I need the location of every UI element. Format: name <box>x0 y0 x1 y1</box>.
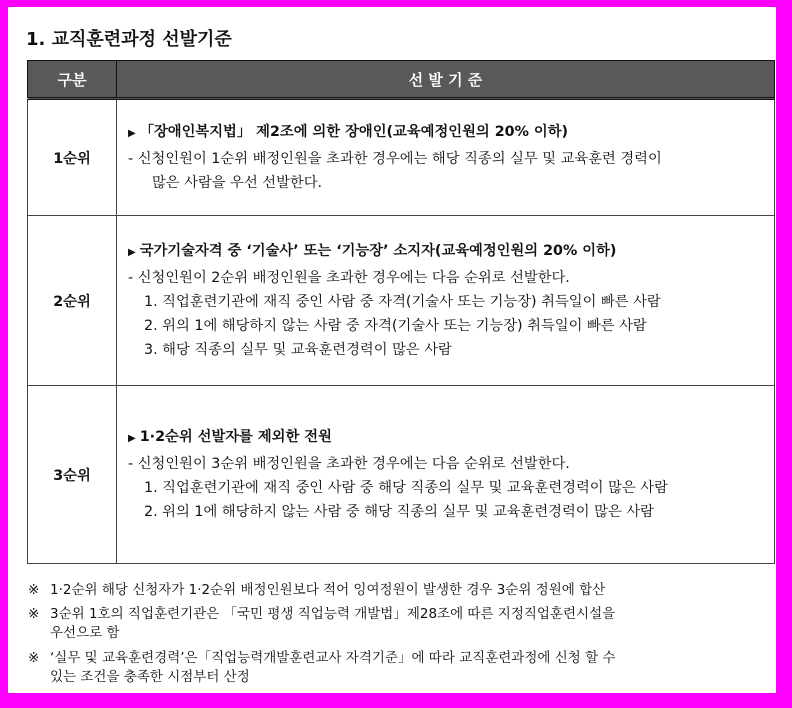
criteria-cell <box>117 99 775 216</box>
reference-mark: ※ <box>28 582 40 598</box>
criteria-line: - 신청인원이 1순위 배정인원을 초과한 경우에는 해당 직종의 실무 및 교육훈련 경력이 <box>128 150 662 167</box>
footnote-continuation: 있는 조건을 충족한 시점부터 산정 <box>50 669 250 685</box>
criteria-line: 3. 해당 직종의 실무 및 교육훈련경력이 많은 사람 <box>144 341 452 358</box>
footnote <box>28 605 615 624</box>
triangle-bullet-icon: ▶ <box>128 127 136 139</box>
criteria-cell <box>117 386 775 564</box>
selection-criteria-table <box>27 60 775 564</box>
criteria-line: 많은 사람을 우선 선발한다. <box>152 174 323 191</box>
rank-label: 2순위 <box>28 216 117 386</box>
criteria-line: 2. 위의 1에 해당하지 않는 사람 중 해당 직종의 실무 및 교육훈련경력이 많은 사람 <box>144 503 654 520</box>
table-header-row <box>28 61 775 99</box>
reference-mark: ※ <box>28 606 40 622</box>
section-heading: 1. 교직훈련과정 선발기준 <box>26 29 232 50</box>
header-criteria: 선 발 기 준 <box>117 61 775 99</box>
footnote-text: 1·2순위 해당 신청자가 1·2순위 배정인원보다 적어 잉여정원이 발생한 경우 3순위 정원에 합산 <box>50 582 606 598</box>
document-page <box>8 7 776 693</box>
reference-mark: ※ <box>28 650 40 666</box>
rank-label: 1순위 <box>28 99 117 216</box>
rank-label: 3순위 <box>28 386 117 564</box>
triangle-bullet-icon: ▶ <box>128 432 136 444</box>
footnote-text: 3순위 1호의 직업훈련기관은 「국민 평생 직업능력 개발법」제28조에 따른 지정직업훈련시설을 <box>50 606 616 622</box>
criteria-line: - 신청인원이 2순위 배정인원을 초과한 경우에는 다음 순위로 선발한다. <box>128 269 570 286</box>
table-row <box>28 216 775 386</box>
triangle-bullet-icon: ▶ <box>128 246 136 258</box>
criteria-title: ▶ 「장애인복지법」 제2조에 의한 장애인(교육예정인원의 20% 이하) <box>128 123 569 140</box>
criteria-line: 1. 직업훈련기관에 재직 중인 사람 중 자격(기술사 또는 기능장) 취득일이 빠른 사람 <box>144 293 661 310</box>
footnote <box>28 649 615 668</box>
criteria-line: 2. 위의 1에 해당하지 않는 사람 중 자격(기술사 또는 기능장) 취득일이 빠른 사람 <box>144 317 647 334</box>
footnote-text: ‘실무 및 교육훈련경력’은「직업능력개발훈련교사 자격기준」에 따라 교직훈련과정에 신청 할 수 <box>50 650 616 666</box>
table-row <box>28 386 775 564</box>
header-rank: 구분 <box>28 61 117 99</box>
criteria-cell <box>117 216 775 386</box>
criteria-title: ▶ 1·2순위 선발자를 제외한 전원 <box>128 428 332 445</box>
table-row <box>28 99 775 216</box>
criteria-line: - 신청인원이 3순위 배정인원을 초과한 경우에는 다음 순위로 선발한다. <box>128 455 570 472</box>
criteria-line: 1. 직업훈련기관에 재직 중인 사람 중 해당 직종의 실무 및 교육훈련경력이 많은 사람 <box>144 479 668 496</box>
criteria-title: ▶ 국가기술자격 중 ‘기술사’ 또는 ‘기능장’ 소지자(교육예정인원의 20% 이하) <box>128 242 617 259</box>
footnote <box>28 581 605 600</box>
footnote-continuation: 우선으로 함 <box>50 625 120 641</box>
